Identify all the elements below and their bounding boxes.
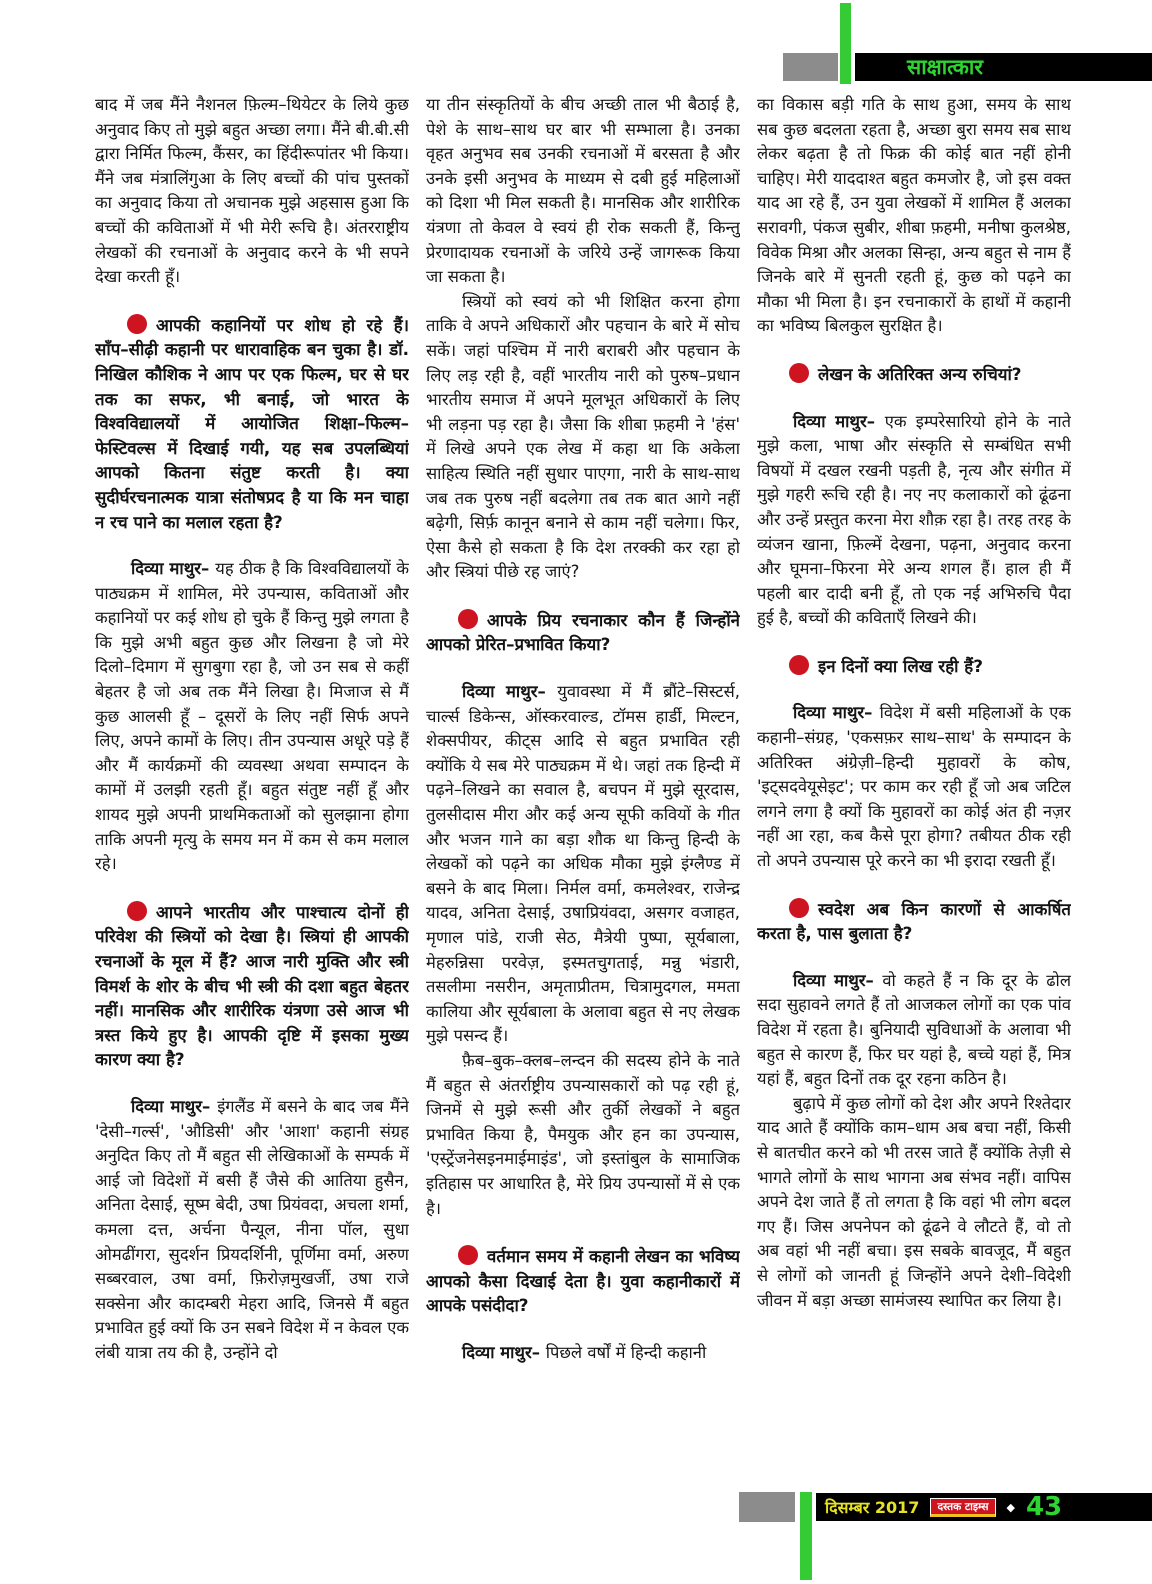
interview-answer: दिव्या माथुर– पिछले वर्षों में हिन्दी कहानी [462, 1342, 707, 1362]
header-gray-block [783, 53, 838, 81]
speaker-name: दिव्या माथुर– [793, 970, 883, 990]
column-1 [95, 93, 409, 1481]
speaker-name: दिव्या माथुर– [131, 559, 216, 579]
interview-question: आपके प्रिय रचनाकार कौन हैं जिन्होंने आपको प्रेरित–प्रभावित किया? [426, 609, 740, 655]
footer-bar [816, 1493, 1152, 1521]
speaker-name: दिव्या माथुर– [462, 1342, 546, 1362]
speaker-name: दिव्या माथुर– [462, 682, 558, 702]
column-3 [757, 93, 1071, 1481]
body-paragraph: फ़ैब–बुक–क्लब–लन्दन की सदस्य होने के नाते मैं बहुत से अंतर्राष्ट्रीय उपन्यासकारों को पढ़ रही हूं, जिनमें से मुझे रूसी और तुर्की लेखकों ने बहुत प्रभावित किया है, पैमयुक और हन का उपन्यास, 'एस्ट्रेंजनेसइनमाईमाइंड', जो इस्तांबुल के सामाजिक इतिहास पर आधारित है, मेरे प्रिय उपन्यासों में से एक है। [426, 1050, 740, 1218]
interview-question: स्वदेश अब किन कारणों से आकर्षित करता है, पास बुलाता है? [757, 898, 1071, 944]
question-bullet-icon [458, 1245, 478, 1265]
magazine-logo: दस्तक टाइम्स [930, 1498, 995, 1517]
header-green-bar [840, 3, 851, 84]
interview-answer: दिव्या माथुर– वो कहते हैं न कि दूर के ढोल सदा सुहावने लगते हैं तो आजकल लोगों का एक पांव विदेश में रहता है। बुनियादी सुविधाओं के अलावा भी बहुत से कारण हैं, फिर घर यहां है, बच्चे यहां हैं, मित्र यहां हैं, बहुत दिनों तक दूर रहना कठिन है। [757, 970, 1071, 1089]
interview-question: आपकी कहानियों पर शोध हो रहे हैं। साँप–सीढ़ी कहानी पर धारावाहिक बन चुका है। डॉ. निखिल कौशिक ने आप पर एक फिल्म, घर से घर तक का सफर, भी बनाई, जो भारत के विश्वविद्यालयों में आयोजित शिक्षा–फिल्म–फेस्टिवल्स में दिखाई गयी, यह सब उपलब्धियां आपको कितना संतुष्ट करती है। क्या सुदीर्घरचनात्मक यात्रा संतोषप्रद है या कि मन चाहा न रच पाने का मलाल रहता है? [95, 314, 409, 532]
column-2 [426, 93, 740, 1481]
body-paragraph: बुढ़ापे में कुछ लोगों को देश और अपने रिश्तेदार याद आते हैं क्योंकि काम–धाम अब बचा नहीं, किसी से बातचीत करने को भी तरस जाते हैं क्योंकि तेज़ी से भागते लोगों के साथ भागना अब संभव नहीं। वापिस अपने देश जाते हैं तो लगता है कि वहां भी लोग बदल गए हैं। जिस अपनेपन को ढूंढने वे लौटते हैं, वो तो अब वहां भी नहीं बचा। इस सबके बावजूद, मैं बहुत से लोगों को जानती हूं जिन्होंने अपने देशी–विदेशी जीवन में बड़ा अच्छा सामंजस्य स्थापित कर लिया है। [757, 1093, 1071, 1310]
page-number: 43 [1025, 1492, 1063, 1522]
section-header-bar [855, 53, 1152, 81]
interview-answer: दिव्या माथुर– यह ठीक है कि विश्वविद्यालयों के पाठ्यक्रम में शामिल, मेरे उपन्यास, कविताओं और कहानियों पर कई शोध हो चुके हैं किन्तु मुझे लगता है कि मुझे अभी बहुत कुछ और लिखना है जो मेरे दिलो–दिमाग में सुगबुगा रहा है, जो उन सब से कहीं बेहतर है जो अब तक मैंने लिखा है। मिजाज से मैं कुछ आलसी हूँ – दूसरों के लिए नहीं सिर्फ अपने लिए, अपने कामों के लिए। तीन उपन्यास अधूरे पड़े हैं और मैं कार्यक्रमों की व्यवस्था अथवा सम्पादन के कामों में उलझी रहती हूँ। बहुत संतुष्ट नहीं हूँ और शायद मुझे अपनी प्राथमिकताओं को सुलझाना होगा ताकि अपनी मृत्यु के समय मन में कम से कम मलाल रहे। [95, 559, 409, 874]
interview-answer: दिव्या माथुर– एक इम्परेसारियो होने के नाते मुझे कला, भाषा और संस्कृति से सम्बंधित सभी विषयों में दखल रखनी पड़ती है, नृत्य और संगीत में मुझे गहरी रूचि रही है। नए नए कलाकारों को ढूंढना और उन्हें प्रस्तुत करना मेरा शौक़ रहा है। तरह तरह के व्यंजन खाना, फ़िल्में देखना, पढ़ना, अनुवाद करना और घूमना–फिरना मेरे अन्य शगल हैं। हाल ही मैं पहली बार दादी बनी हूँ, तो एक नई अभिरुचि पैदा हुई है, बच्चों की कविताएँ लिखने की। [757, 411, 1071, 628]
question-bullet-icon [789, 898, 809, 918]
question-bullet-icon [789, 363, 809, 383]
interview-answer: दिव्या माथुर– इंगलैंड में बसने के बाद जब मैंने 'देसी–गर्ल्स', 'औडिसी' और 'आशा' कहानी संग्रह अनुदित किए तो मैं बहुत सी लेखिकाओं के सम्पर्क में आई जो विदेशों में बसी हैं जैसे की आतिया हुसैन, अनिता देसाई, सूष्म बेदी, उषा प्रियंवदा, अचला शर्मा, कमला दत्त, अर्चना पैन्यूल, नीना पॉल, सुधा ओमढींगरा, सुदर्शन प्रियदर्शिनी, पूर्णिमा वर्मा, अरुण सब्बरवाल, उषा वर्मा, फ़िरोज़मुखर्जी, उषा राजे सक्सेना और कादम्बरी मेहरा आदि, जिनसे मैं बहुत प्रभावित हुई क्यों कि उन सबने विदेश में न केवल एक लंबी यात्रा तय की है, उन्होंने दो [95, 1096, 409, 1362]
interview-question: वर्तमान समय में कहानी लेखन का भविष्य आपको कैसा दिखाई देता है। युवा कहानीकारों में आपके पसंदीदा? [426, 1246, 740, 1316]
speaker-name: दिव्या माथुर– [793, 703, 880, 723]
body-paragraph: स्त्रियों को स्वयं को भी शिक्षित करना होगा ताकि वे अपने अधिकारों और पहचान के बारे में सोच सकें। जहां पश्चिम में नारी बराबरी और पहचान के लिए लड़ रही है, वहीं भारतीय नारी को पुरुष–प्रधान भारतीय समाज में अपने मूलभूत अधिकारों के लिए भी लड़ना पड़ रहा है। जैसा कि शीबा फ़हमी ने 'हंस' में लिखे अपने एक लेख में कहा था कि अकेला साहित्य स्थिति नहीं सुधार पाएगा, नारी के साथ-साथ जब तक पुरुष नहीं बदलेगा तब तक बात आगे नहीं बढ़ेगी, सिर्फ़ कानून बनाने से काम नहीं चलेगा। फिर, ऐसा कैसे हो सकता है कि देश तरक्की कर रहा हो और स्त्रियां पीछे रह जाएं? [426, 291, 740, 582]
question-bullet-icon [127, 314, 147, 334]
interview-question: लेखन के अतिरिक्त अन्य रुचियां? [757, 362, 1071, 387]
question-bullet-icon [789, 655, 809, 675]
interview-question: इन दिनों क्या लिख रही हैं? [757, 654, 1071, 679]
speaker-name: दिव्या माथुर– [131, 1096, 218, 1116]
footer-green-bar [800, 1492, 812, 1580]
interview-answer: दिव्या माथुर– युवावस्था में मैं ब्रौंटे–सिस्टर्स, चार्ल्स डिकेन्स, ऑस्करवाल्ड, टॉमस हार्डी, मिल्टन, शेक्सपीयर, कीट्स आदि से बहुत प्रभावित रही क्योंकि ये सब मेरे पाठ्यक्रम में थे। जहां तक हिन्दी में पढ़ने–लिखने का सवाल है, बचपन में मुझे सूरदास, तुलसीदास मीरा और कई अन्य सूफी कवियों के गीत और भजन गाने का बड़ा शौक था किन्तु हिन्दी के लेखकों को पढ़ने का अधिक मौका मुझे इंग्लैण्ड में बसने के बाद मिला। निर्मल वर्मा, कमलेश्वर, राजेन्द्र यादव, अनिता देसाई, उषाप्रियंवदा, असगर वजाहत, मृणाल पांडे, राजी सेठ, मैत्रेयी पुष्पा, सूर्यबाला, मेहरुन्निसा परवेज़, इस्मतचुगताई, मन्नु भंडारी, तसलीमा नसरीन, अमृताप्रीतम, चित्रामुदगल, ममता कालिया और सूर्यबाला के अलावा बहुत से नए लेखक मुझे पसन्द हैं। [426, 682, 740, 1046]
diamond-icon: ◆ [1006, 1500, 1015, 1514]
body-paragraph: या तीन संस्कृतियों के बीच अच्छी ताल भी बैठाई है, पेशे के साथ–साथ घर बार भी सम्भाला है। उनका वृहत अनुभव सब उनकी रचनाओं में बरसता है और उनके इसी अनुभव के माध्यम से दबी हुई महिलाओं को दिशा भी मिल सकती है। मानसिक और शारीरिक यंत्रणा तो केवल वे स्वयं ही रोक सकती हैं, किन्तु प्रेरणादायक रचनाओं के जरिये उन्हें जागरूक किया जा सकता है। [426, 95, 740, 287]
speaker-name: दिव्या माथुर– [793, 411, 885, 431]
article-body [95, 93, 1071, 1481]
body-paragraph: बाद में जब मैंने नैशनल फ़िल्म–थियेटर के लिये कुछ अनुवाद किए तो मुझे बहुत अच्छा लगा। मैंने बी.बी.सी द्वारा निर्मित फिल्म, कैंसर, का हिंदीरूपांतर भी किया। मैंने जब मंत्रालिंगुआ के लिए बच्चों की पांच पुस्तकों का अनुवाद किया तो अचानक मुझे अहसास हुआ कि बच्चों की कविताओं में भी मेरी रूचि है। अंतरराष्ट्रीय लेखकों की रचनाओं के अनुवाद करने के भी सपने देखा करती हूँ। [95, 95, 409, 287]
question-bullet-icon [458, 609, 478, 629]
footer-gray-block [739, 1492, 795, 1522]
interview-answer: दिव्या माथुर– विदेश में बसी महिलाओं के एक कहानी–संग्रह, 'एकसफ़र साथ–साथ' के सम्पादन के अतिरिक्त अंग्रेज़ी–हिन्दी मुहावरों के कोष, 'इट्सदवेयूसेइट'; पर काम कर रही हूँ जो अब जटिल लगने लगा है क्यों कि मुहावरों का कोई अंत ही नज़र नहीं आ रहा, कब कैसे पूरा होगा? तबीयत ठीक रही तो अपने उपन्यास पूरे करने का भी इरादा रखती हूँ। [757, 703, 1071, 871]
interview-question: आपने भारतीय और पाश्चात्य दोनों ही परिवेश की स्त्रियों को देखा है। स्त्रियां ही आपकी रचनाओं के मूल में हैं? आज नारी मुक्ति और स्त्री विमर्श के शोर के बीच भी स्त्री की दशा बहुत बेहतर नहीं। मानसिक और शारीरिक यंत्रणा उसे आज भी त्रस्त किये हुए है। आपकी दृष्टि में इसका मुख्य कारण क्या है? [95, 901, 409, 1070]
section-title: साक्षात्कार [907, 54, 983, 79]
issue-date: दिसम्बर 2017 [825, 1498, 920, 1517]
body-paragraph: का विकास बड़ी गति के साथ हुआ, समय के साथ सब कुछ बदलता रहता है, अच्छा बुरा समय सब साथ लेकर बढ़ता है तो फिक्र की कोई बात नहीं होनी चाहिए। मेरी याददाश्त बहुत कमजोर है, जो इस वक्त याद आ रहे हैं, उन युवा लेखकों में शामिल हैं अलका सरावगी, पंकज सुबीर, शीबा फ़हमी, मनीषा कुलश्रेष्ठ, विवेक मिश्रा और अलका सिन्हा, अन्य बहुत से नाम हैं जिनके बारे में सुनती रहती हूं, कुछ को पढ़ने का मौका भी मिला है। इन रचनाकारों के हाथों में कहानी का भविष्य बिलकुल सुरक्षित है। [757, 95, 1071, 336]
question-bullet-icon [127, 901, 147, 921]
